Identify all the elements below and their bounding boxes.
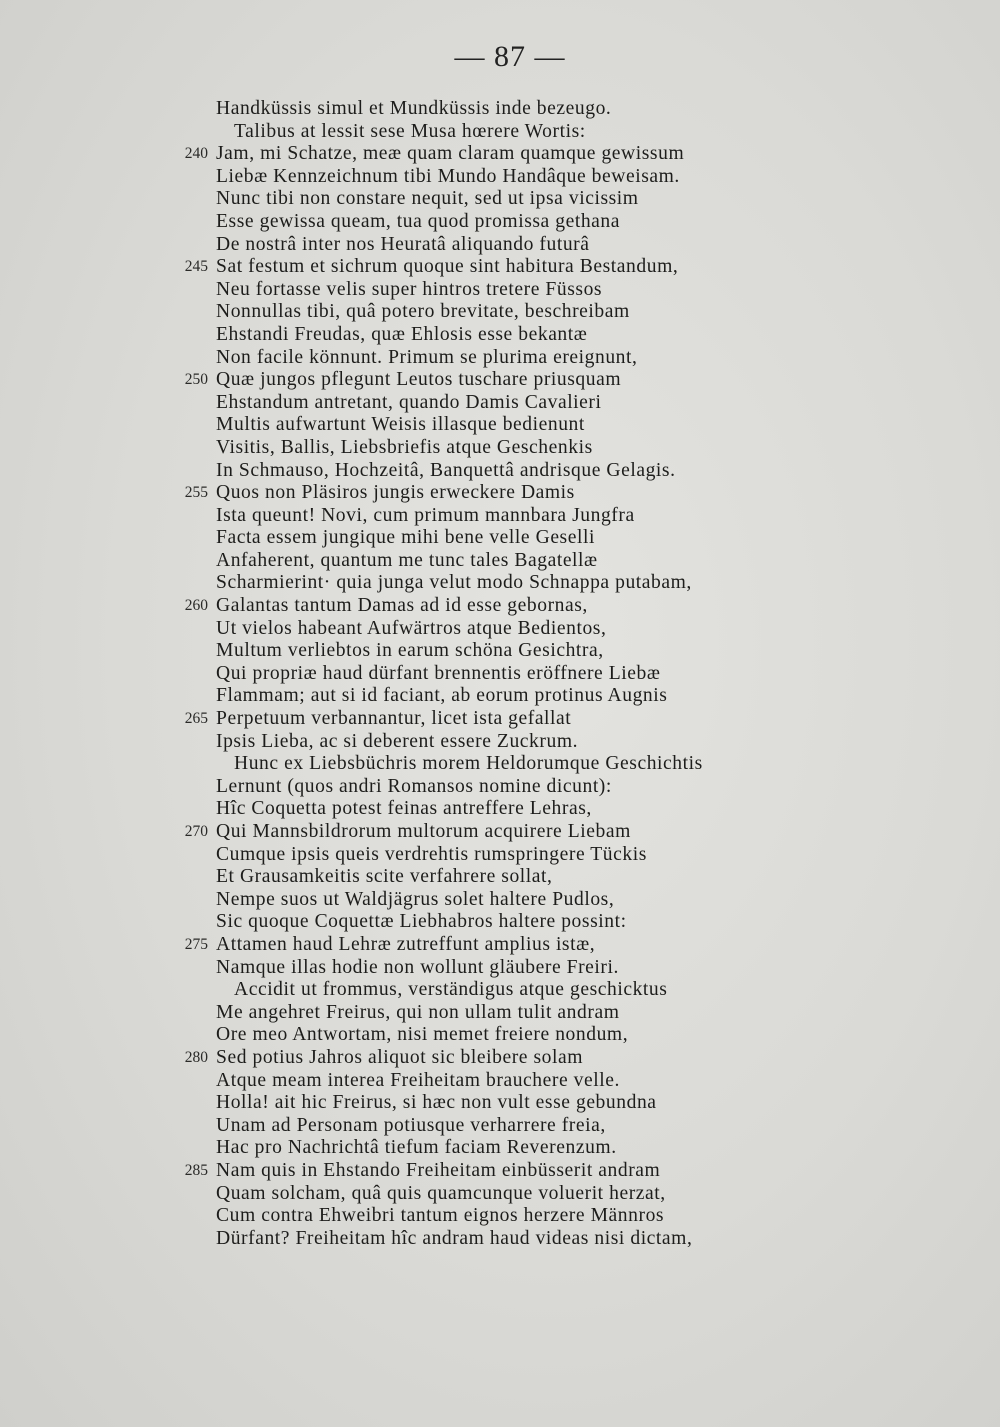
verse-text: Multis aufwartunt Weisis illasque bedienunt xyxy=(216,414,585,436)
verse-line xyxy=(0,550,1000,573)
verse-line xyxy=(0,505,1000,528)
verse-text: Ista queunt! Novi, cum primum mannbara Jungfra xyxy=(216,504,635,526)
verse-line xyxy=(0,414,1000,437)
verse-text: Nempe suos ut Waldjägrus solet haltere Pudlos, xyxy=(216,888,615,910)
verse-text: Namque illas hodie non wollunt gläubere Freiri. xyxy=(216,956,619,978)
verse-line xyxy=(0,1183,1000,1206)
verse-text: Nunc tibi non constare nequit, sed ut ipsa vicissim xyxy=(216,188,639,210)
verse-line xyxy=(0,166,1000,189)
verse-text: Esse gewissa queam, tua quod promissa gethana xyxy=(216,210,621,232)
verse-line xyxy=(0,911,1000,934)
verse-line xyxy=(0,1137,1000,1160)
verse-text: Ipsis Lieba, ac si deberent essere Zuckrum. xyxy=(216,730,579,752)
verse-line xyxy=(0,392,1000,415)
verse-text: Talibus at lessit sese Musa hœrere Wortis: xyxy=(234,120,586,142)
verse-line xyxy=(0,618,1000,641)
verse-line xyxy=(0,1002,1000,1025)
verse-text: Quos non Pläsiros jungis erweckere Damis xyxy=(216,482,575,504)
verse-text: Nonnullas tibi, quâ potero brevitate, beschreibam xyxy=(216,301,630,323)
verse-text: Hîc Coquetta potest feinas antreffere Lehras, xyxy=(216,798,592,820)
verse-text: Ore meo Antwortam, nisi memet freiere nondum, xyxy=(216,1024,629,1046)
verse-line xyxy=(0,844,1000,867)
line-number: 265 xyxy=(184,710,208,728)
verse-block xyxy=(0,98,1000,1250)
verse-line xyxy=(0,663,1000,686)
verse-line xyxy=(0,889,1000,912)
verse-text: Qui propriæ haud dürfant brennentis eröffnere Liebæ xyxy=(216,662,661,684)
verse-text: Cumque ipsis queis verdrehtis rumspringere Tückis xyxy=(216,843,647,865)
verse-line xyxy=(0,866,1000,889)
verse-text: Dürfant? Freiheitam hîc andram haud videas nisi dictam, xyxy=(216,1227,693,1249)
verse-line xyxy=(0,460,1000,483)
verse-text: Multum verliebtos in earum schöna Gesichtra, xyxy=(216,640,604,662)
verse-text: Et Grausamkeitis scite verfahrere sollat, xyxy=(216,866,553,888)
verse-line xyxy=(0,957,1000,980)
verse-text: In Schmauso, Hochzeitâ, Banquettâ andrisque Gelagis. xyxy=(216,459,676,481)
verse-line xyxy=(0,527,1000,550)
verse-line xyxy=(0,347,1000,370)
verse-text: Liebæ Kennzeichnum tibi Mundo Handâque beweisam. xyxy=(216,165,680,187)
verse-line xyxy=(0,595,1000,618)
verse-text: Galantas tantum Damas ad id esse gebornas, xyxy=(216,595,588,617)
verse-text: Non facile könnunt. Primum se plurima ereignunt, xyxy=(216,346,638,368)
verse-line xyxy=(0,369,1000,392)
verse-text: Quæ jungos pflegunt Leutos tuschare priusquam xyxy=(216,369,622,391)
line-number: 250 xyxy=(184,371,208,389)
page-number: — 87 — xyxy=(454,40,566,73)
verse-line xyxy=(0,708,1000,731)
verse-text: De nostrâ inter nos Heuratâ aliquando futurâ xyxy=(216,233,590,255)
verse-line xyxy=(0,1228,1000,1251)
verse-text: Perpetuum verbannantur, licet ista gefallat xyxy=(216,708,572,730)
verse-line xyxy=(0,1024,1000,1047)
verse-text: Atque meam interea Freiheitam brauchere velle. xyxy=(216,1069,620,1091)
verse-line xyxy=(0,324,1000,347)
verse-line xyxy=(0,1092,1000,1115)
verse-line xyxy=(0,753,1000,776)
verse-text: Neu fortasse velis super hintros tretere Füssos xyxy=(216,278,603,300)
verse-text: Attamen haud Lehræ zutreffunt amplius istæ, xyxy=(216,933,596,955)
verse-line xyxy=(0,640,1000,663)
verse-text: Sed potius Jahros aliquot sic bleibere solam xyxy=(216,1046,584,1068)
verse-text: Quam solcham, quâ quis quamcunque voluerit herzat, xyxy=(216,1182,666,1204)
line-number: 255 xyxy=(184,484,208,502)
verse-text: Cum contra Ehweibri tantum eignos herzere Männros xyxy=(216,1205,665,1227)
verse-line xyxy=(0,1115,1000,1138)
verse-line xyxy=(0,121,1000,144)
verse-line xyxy=(0,1047,1000,1070)
verse-text: Qui Mannsbildrorum multorum acquirere Liebam xyxy=(216,821,631,842)
verse-text: Jam, mi Schatze, meæ quam claram quamque gewissum xyxy=(216,143,685,165)
verse-line xyxy=(0,731,1000,754)
line-number: 275 xyxy=(184,935,208,953)
verse-text: Sat festum et sichrum quoque sint habitura Bestandum, xyxy=(216,256,679,278)
line-number: 285 xyxy=(184,1161,208,1179)
verse-text: Ut vielos habeant Aufwärtros atque Bedientos, xyxy=(216,617,607,639)
verse-line xyxy=(0,188,1000,211)
verse-text: Lernunt (quos andri Romansos nomine dicunt): xyxy=(216,775,612,797)
verse-line xyxy=(0,301,1000,324)
verse-line xyxy=(0,482,1000,505)
line-number: 270 xyxy=(184,823,208,840)
verse-text: Ehstandum antretant, quando Damis Cavalieri xyxy=(216,391,602,413)
line-number: 240 xyxy=(184,145,208,163)
verse-text: Unam ad Personam potiusque verharrere freia, xyxy=(216,1114,606,1136)
verse-line xyxy=(0,685,1000,708)
verse-line xyxy=(0,279,1000,302)
line-number: 245 xyxy=(184,258,208,276)
verse-line xyxy=(0,256,1000,279)
verse-line xyxy=(0,437,1000,460)
verse-text: Facta essem jungique mihi bene velle Geselli xyxy=(216,527,595,549)
verse-line xyxy=(0,572,1000,595)
verse-line xyxy=(0,798,1000,821)
verse-line xyxy=(0,211,1000,234)
line-number: 280 xyxy=(184,1048,208,1066)
verse-text: Accidit ut frommus, verständigus atque geschicktus xyxy=(234,979,668,1001)
verse-line xyxy=(0,234,1000,257)
verse-text: Scharmierint· quia junga velut modo Schnappa putabam, xyxy=(216,572,692,594)
verse-text: Handküssis simul et Mundküssis inde bezeugo. xyxy=(216,98,612,119)
verse-line xyxy=(0,1205,1000,1228)
verse-line xyxy=(0,979,1000,1002)
verse-text: Nam quis in Ehstando Freiheitam einbüsserit andram xyxy=(216,1159,661,1181)
verse-line xyxy=(0,1160,1000,1183)
verse-line xyxy=(0,143,1000,166)
verse-text: Visitis, Ballis, Liebsbriefis atque Geschenkis xyxy=(216,436,593,458)
verse-text: Hunc ex Liebsbüchris morem Heldorumque Geschichtis xyxy=(234,753,703,775)
verse-text: Flammam; aut si id faciant, ab eorum protinus Augnis xyxy=(216,685,668,707)
verse-text: Anfaherent, quantum me tunc tales Bagatellæ xyxy=(216,549,598,571)
verse-text: Holla! ait hic Freirus, si hæc non vult esse gebundna xyxy=(216,1092,657,1114)
line-number: 260 xyxy=(184,597,208,615)
verse-line xyxy=(0,1070,1000,1093)
verse-text: Ehstandi Freudas, quæ Ehlosis esse bekantæ xyxy=(216,323,588,345)
verse-text: Sic quoque Coquettæ Liebhabros haltere possint: xyxy=(216,911,627,933)
verse-text: Me angehret Freirus, qui non ullam tulit andram xyxy=(216,1001,620,1023)
verse-line xyxy=(0,98,1000,121)
verse-text: Hac pro Nachrichtâ tiefum faciam Reverenzum. xyxy=(216,1137,617,1159)
verse-line xyxy=(0,821,1000,844)
verse-line xyxy=(0,776,1000,799)
verse-line xyxy=(0,934,1000,957)
